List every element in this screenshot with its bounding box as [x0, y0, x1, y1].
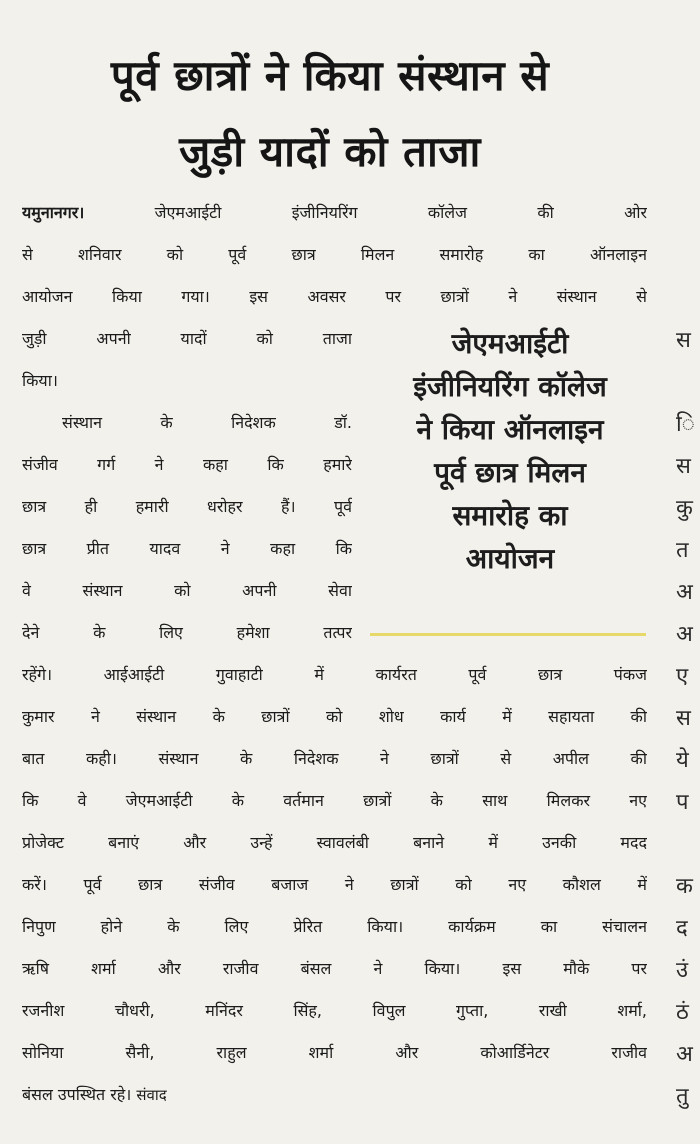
pull-quote-rule [370, 633, 646, 636]
article-line: संजीव गर्ग ने कहा कि हमारे [22, 455, 352, 474]
article-line: आयोजन किया गया। इस अवसर पर छात्रों ने संस्थान से [22, 287, 647, 306]
article-line: निपुण होने के लिए प्रेरित किया। कार्यक्रम का संचालन [22, 917, 647, 936]
adjacent-column-glyph: क [676, 874, 693, 899]
adjacent-column-glyph: द [676, 916, 688, 941]
headline [10, 38, 650, 190]
adjacent-column-glyph: अ [676, 580, 693, 605]
article-line: छात्र प्रीत यादव ने कहा कि [22, 539, 352, 558]
dateline: यमुनानगर। [22, 203, 85, 222]
article-line: सोनिया सैनी, राहुल शर्मा और कोआर्डिनेटर राजीव [22, 1043, 647, 1062]
article-line: करें। पूर्व छात्र संजीव बजाज ने छात्रों को नए कौशल में [22, 875, 647, 894]
article-line: से शनिवार को पूर्व छात्र मिलन समारोह का ऑनलाइन [22, 245, 647, 264]
adjacent-column-glyph: अ [676, 1042, 693, 1067]
adjacent-column-glyph: त [676, 538, 689, 563]
article-line: बंसल उपस्थित रहे। संवाद [22, 1085, 167, 1104]
adjacent-column-glyph: ए [676, 664, 689, 689]
article-line: ऋषि शर्मा और राजीव बंसल ने किया। इस मौके पर [22, 959, 647, 978]
adjacent-column-glyph: उं [676, 958, 689, 983]
adjacent-column-glyph: तु [676, 1084, 689, 1109]
headline-line-1: पूर्व छात्रों ने किया संस्थान से [110, 51, 550, 100]
article-line: प्रोजेक्ट बनाएं और उन्हें स्वावलंबी बनाने में उनकी मदद [22, 833, 647, 852]
article-line: कि वे जेएमआईटी के वर्तमान छात्रों के साथ मिलकर नए [22, 791, 647, 810]
adjacent-column-glyph: अ [676, 622, 693, 647]
adjacent-column-glyph: कु [676, 496, 693, 521]
article-line: वे संस्थान को अपनी सेवा [22, 581, 352, 600]
article-line: किया। [22, 371, 58, 390]
adjacent-column-glyph: प [676, 790, 689, 815]
article-line: यमुनानगर। जेएमआईटी इंजीनियरिंग कॉलेज की ओर [22, 203, 647, 222]
article-line: संस्थान के निदेशक डॉ. [62, 413, 352, 432]
adjacent-column-glyph: ि [676, 412, 695, 437]
headline-line-2: जुड़ी यादों को ताजा [179, 127, 481, 176]
adjacent-column-glyph: स [676, 706, 691, 731]
article-line: जुड़ी अपनी यादों को ताजा [22, 329, 352, 348]
article-line: कुमार ने संस्थान के छात्रों को शोध कार्य में सहायता की [22, 707, 647, 726]
article-line: रजनीश चौधरी, मनिंदर सिंह, विपुल गुप्ता, राखी शर्मा, [22, 1001, 647, 1020]
adjacent-column-glyph: स [676, 328, 691, 353]
adjacent-column-glyph: स [676, 454, 691, 479]
article-line: रहेंगे। आईआईटी गुवाहाटी में कार्यरत पूर्व छात्र पंकज [22, 665, 647, 684]
byline: संवाद [136, 1086, 167, 1104]
article-line: छात्र ही हमारी धरोहर हैं। पूर्व [22, 497, 352, 516]
article-line: बात कही। संस्थान के निदेशक ने छात्रों से अपील की [22, 749, 647, 768]
adjacent-column-glyph: ठं [676, 1000, 689, 1025]
adjacent-column-glyph: ये [676, 748, 689, 773]
article-line: देने के लिए हमेशा तत्पर [22, 623, 352, 642]
pull-quote: जेएमआईटी इंजीनियरिंग कॉलेज ने किया ऑनलाइन पूर्व छात्र मिलन समारोह का आयोजन [413, 327, 607, 575]
